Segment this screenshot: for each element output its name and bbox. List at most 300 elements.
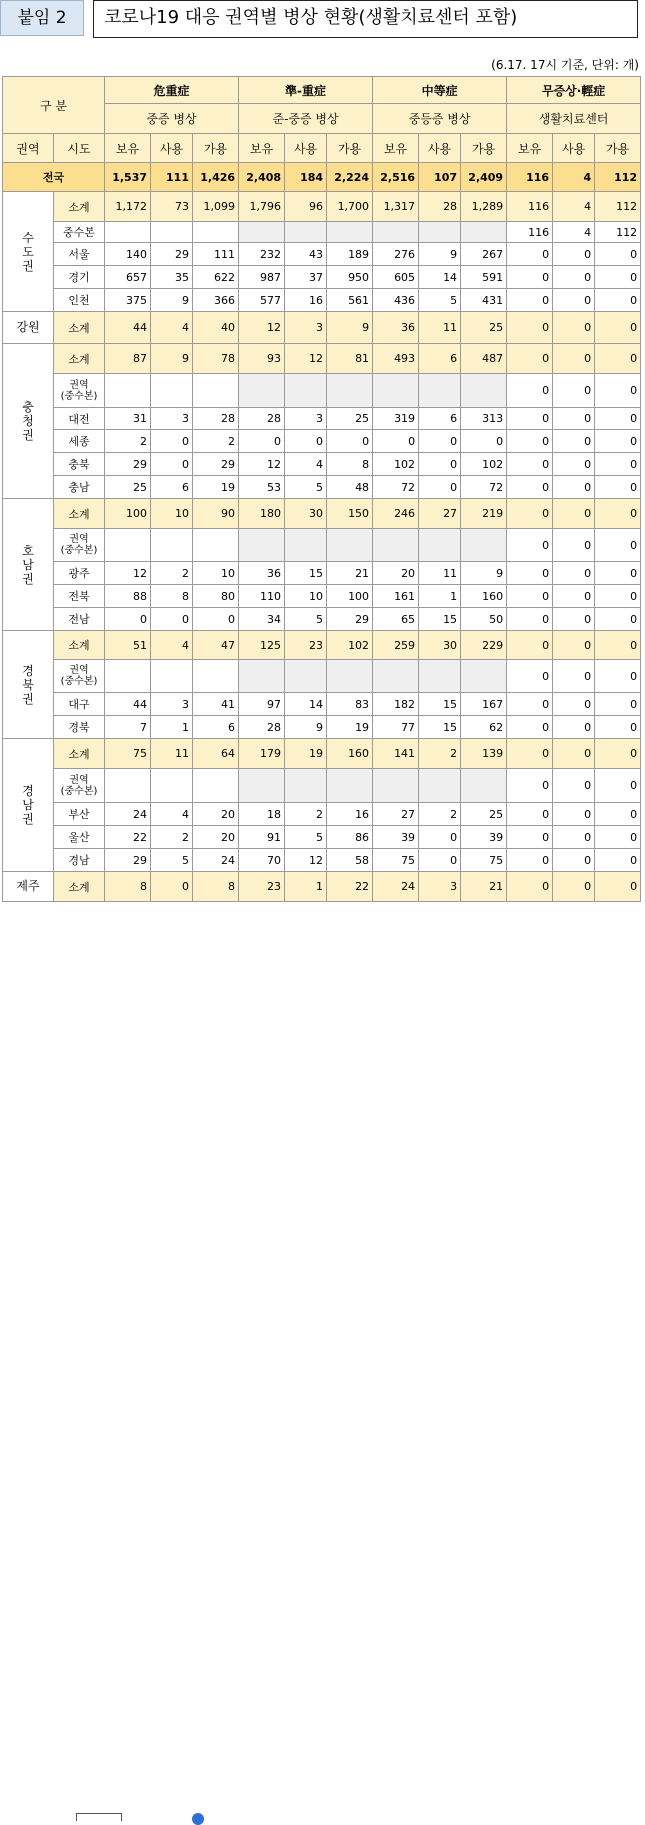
value-cell: 102 <box>461 453 507 476</box>
table-row <box>3 222 641 243</box>
sido-label: 충남 <box>54 476 105 499</box>
table-row <box>3 826 641 849</box>
value-cell: 100 <box>105 499 151 529</box>
value-cell: 12 <box>285 849 327 872</box>
value-cell: 6 <box>419 408 461 430</box>
value-cell: 81 <box>327 344 373 374</box>
value-cell: 35 <box>151 266 193 289</box>
sido-label: 대전 <box>54 408 105 430</box>
group-top-4: 무증상·輕症 <box>507 77 641 104</box>
value-cell: 0 <box>327 430 373 453</box>
value-cell: 0 <box>595 849 641 872</box>
value-cell: 112 <box>595 192 641 222</box>
value-cell: 0 <box>595 344 641 374</box>
value-cell: 4 <box>151 312 193 344</box>
value-cell: 24 <box>193 849 239 872</box>
value-cell: 0 <box>595 562 641 585</box>
sido-label: 경남 <box>54 849 105 872</box>
sido-label: 소계 <box>54 872 105 902</box>
sido-label: 부산 <box>54 803 105 826</box>
value-cell: 0 <box>507 660 553 693</box>
region-name: 강원 <box>3 312 54 344</box>
value-cell: 111 <box>151 163 193 192</box>
value-cell: 7 <box>105 716 151 739</box>
value-cell: 73 <box>151 192 193 222</box>
value-cell: 0 <box>595 243 641 266</box>
value-cell: 0 <box>507 849 553 872</box>
table-row <box>3 803 641 826</box>
value-cell: 0 <box>419 849 461 872</box>
sido-label: 인천 <box>54 289 105 312</box>
value-cell: 88 <box>105 585 151 608</box>
value-cell <box>285 769 327 803</box>
sido-label: 경기 <box>54 266 105 289</box>
value-cell <box>419 529 461 562</box>
value-cell: 96 <box>285 192 327 222</box>
value-cell: 0 <box>507 739 553 769</box>
value-cell: 0 <box>419 826 461 849</box>
value-cell: 30 <box>285 499 327 529</box>
value-cell: 4 <box>151 803 193 826</box>
value-cell: 0 <box>553 826 595 849</box>
value-cell: 2,516 <box>373 163 419 192</box>
value-cell: 14 <box>419 266 461 289</box>
value-cell: 9 <box>285 716 327 739</box>
value-cell: 1,537 <box>105 163 151 192</box>
group-top-2: 準-重症 <box>239 77 373 104</box>
value-cell: 591 <box>461 266 507 289</box>
value-cell: 375 <box>105 289 151 312</box>
value-cell: 366 <box>193 289 239 312</box>
value-cell: 0 <box>507 716 553 739</box>
value-cell: 0 <box>595 408 641 430</box>
table-row <box>3 453 641 476</box>
table-row <box>3 529 641 562</box>
value-cell: 8 <box>193 872 239 902</box>
value-cell: 28 <box>193 408 239 430</box>
value-cell: 8 <box>327 453 373 476</box>
value-cell: 112 <box>595 222 641 243</box>
sido-label: 경북 <box>54 716 105 739</box>
sido-label: 중수본 <box>54 222 105 243</box>
value-cell: 12 <box>105 562 151 585</box>
value-cell: 14 <box>285 693 327 716</box>
value-cell: 2,409 <box>461 163 507 192</box>
value-cell: 2,224 <box>327 163 373 192</box>
value-cell: 48 <box>327 476 373 499</box>
value-cell: 0 <box>507 453 553 476</box>
sub-header: 가용 <box>595 134 641 163</box>
sido-label: 소계 <box>54 344 105 374</box>
value-cell: 0 <box>553 803 595 826</box>
value-cell: 0 <box>595 266 641 289</box>
value-cell: 0 <box>553 585 595 608</box>
value-cell: 605 <box>373 266 419 289</box>
value-cell: 246 <box>373 499 419 529</box>
value-cell: 3 <box>285 408 327 430</box>
sido-label: 광주 <box>54 562 105 585</box>
value-cell: 19 <box>193 476 239 499</box>
value-cell: 28 <box>419 192 461 222</box>
sheet-tab[interactable] <box>76 1813 122 1821</box>
reference-note: (6.17. 17시 기준, 단위: 개) <box>491 58 639 72</box>
national-row <box>3 163 641 192</box>
value-cell: 0 <box>419 430 461 453</box>
sido-label: 권역 (중수본) <box>54 529 105 562</box>
value-cell: 1,289 <box>461 192 507 222</box>
value-cell: 167 <box>461 693 507 716</box>
sido-label: 울산 <box>54 826 105 849</box>
value-cell: 0 <box>595 312 641 344</box>
value-cell: 91 <box>239 826 285 849</box>
group-top-3: 中等症 <box>373 77 507 104</box>
value-cell: 20 <box>373 562 419 585</box>
value-cell: 27 <box>373 803 419 826</box>
value-cell <box>327 374 373 408</box>
value-cell: 53 <box>239 476 285 499</box>
value-cell: 15 <box>285 562 327 585</box>
value-cell: 436 <box>373 289 419 312</box>
value-cell: 11 <box>151 739 193 769</box>
value-cell: 622 <box>193 266 239 289</box>
value-cell <box>461 769 507 803</box>
value-cell <box>461 529 507 562</box>
value-cell: 2,408 <box>239 163 285 192</box>
value-cell: 15 <box>419 608 461 631</box>
value-cell: 8 <box>151 585 193 608</box>
value-cell: 21 <box>327 562 373 585</box>
value-cell: 15 <box>419 693 461 716</box>
value-cell <box>151 222 193 243</box>
value-cell: 0 <box>507 803 553 826</box>
value-cell: 0 <box>553 344 595 374</box>
subtotal-row <box>3 344 641 374</box>
national-label: 전국 <box>3 163 105 192</box>
value-cell: 125 <box>239 631 285 660</box>
sido-label: 권역 (중수본) <box>54 769 105 803</box>
value-cell: 4 <box>553 192 595 222</box>
value-cell <box>193 769 239 803</box>
value-cell: 0 <box>239 430 285 453</box>
value-cell: 4 <box>553 222 595 243</box>
group-sub-1: 중증 병상 <box>105 104 239 134</box>
value-cell: 0 <box>595 716 641 739</box>
value-cell: 10 <box>193 562 239 585</box>
value-cell: 493 <box>373 344 419 374</box>
value-cell: 161 <box>373 585 419 608</box>
value-cell: 0 <box>507 374 553 408</box>
value-cell: 9 <box>461 562 507 585</box>
value-cell: 25 <box>327 408 373 430</box>
value-cell <box>105 222 151 243</box>
sido-label: 세종 <box>54 430 105 453</box>
subtotal-row <box>3 739 641 769</box>
value-cell: 36 <box>239 562 285 585</box>
value-cell: 100 <box>327 585 373 608</box>
value-cell: 180 <box>239 499 285 529</box>
sub-header: 보유 <box>239 134 285 163</box>
value-cell: 6 <box>151 476 193 499</box>
value-cell <box>151 529 193 562</box>
value-cell: 27 <box>419 499 461 529</box>
subtotal-row <box>3 631 641 660</box>
value-cell: 0 <box>553 562 595 585</box>
value-cell: 75 <box>105 739 151 769</box>
value-cell: 0 <box>507 344 553 374</box>
table-row <box>3 430 641 453</box>
value-cell: 36 <box>373 312 419 344</box>
value-cell: 1,426 <box>193 163 239 192</box>
value-cell: 0 <box>507 769 553 803</box>
sido-label: 소계 <box>54 631 105 660</box>
value-cell: 0 <box>595 289 641 312</box>
value-cell: 2 <box>419 803 461 826</box>
sido-label: 전남 <box>54 608 105 631</box>
value-cell: 0 <box>553 374 595 408</box>
sido-label: 서울 <box>54 243 105 266</box>
value-cell: 0 <box>553 849 595 872</box>
value-cell: 116 <box>507 163 553 192</box>
region-col-header: 권역 <box>3 134 54 163</box>
value-cell: 4 <box>285 453 327 476</box>
value-cell: 29 <box>105 453 151 476</box>
value-cell: 0 <box>553 289 595 312</box>
value-cell: 0 <box>553 529 595 562</box>
value-cell: 8 <box>105 872 151 902</box>
sido-label: 대구 <box>54 693 105 716</box>
table-row <box>3 769 641 803</box>
value-cell: 10 <box>285 585 327 608</box>
value-cell: 561 <box>327 289 373 312</box>
table-row <box>3 585 641 608</box>
value-cell: 50 <box>461 608 507 631</box>
sido-col-header: 시도 <box>54 134 105 163</box>
value-cell <box>285 660 327 693</box>
value-cell: 62 <box>461 716 507 739</box>
value-cell: 22 <box>105 826 151 849</box>
value-cell: 3 <box>151 408 193 430</box>
value-cell: 5 <box>419 289 461 312</box>
value-cell: 0 <box>553 243 595 266</box>
value-cell: 0 <box>595 660 641 693</box>
sheet-bar <box>0 906 645 914</box>
value-cell: 51 <box>105 631 151 660</box>
value-cell: 0 <box>151 872 193 902</box>
value-cell: 90 <box>193 499 239 529</box>
value-cell: 0 <box>553 608 595 631</box>
value-cell: 30 <box>419 631 461 660</box>
value-cell: 25 <box>461 803 507 826</box>
value-cell <box>419 660 461 693</box>
value-cell <box>461 660 507 693</box>
value-cell: 87 <box>105 344 151 374</box>
value-cell: 0 <box>285 430 327 453</box>
value-cell: 0 <box>595 631 641 660</box>
value-cell: 0 <box>595 585 641 608</box>
value-cell: 0 <box>553 266 595 289</box>
value-cell: 86 <box>327 826 373 849</box>
sub-header: 사용 <box>419 134 461 163</box>
value-cell: 0 <box>373 430 419 453</box>
value-cell: 83 <box>327 693 373 716</box>
value-cell: 0 <box>595 374 641 408</box>
value-cell: 110 <box>239 585 285 608</box>
value-cell: 21 <box>461 872 507 902</box>
value-cell: 0 <box>595 430 641 453</box>
value-cell: 3 <box>285 312 327 344</box>
value-cell: 313 <box>461 408 507 430</box>
value-cell: 950 <box>327 266 373 289</box>
value-cell: 19 <box>285 739 327 769</box>
value-cell: 0 <box>595 453 641 476</box>
value-cell: 75 <box>373 849 419 872</box>
value-cell: 0 <box>507 826 553 849</box>
value-cell: 44 <box>105 312 151 344</box>
value-cell: 9 <box>151 344 193 374</box>
value-cell: 102 <box>373 453 419 476</box>
value-cell: 0 <box>507 499 553 529</box>
value-cell <box>285 529 327 562</box>
sido-label: 권역 (중수본) <box>54 374 105 408</box>
value-cell: 1 <box>285 872 327 902</box>
value-cell: 1,700 <box>327 192 373 222</box>
value-cell: 12 <box>285 344 327 374</box>
value-cell <box>373 374 419 408</box>
value-cell: 116 <box>507 192 553 222</box>
sub-header: 사용 <box>285 134 327 163</box>
value-cell: 39 <box>461 826 507 849</box>
region-name: 제주 <box>3 872 54 902</box>
sub-header: 가용 <box>461 134 507 163</box>
value-cell: 0 <box>553 716 595 739</box>
value-cell: 0 <box>507 631 553 660</box>
value-cell: 1,099 <box>193 192 239 222</box>
value-cell: 72 <box>461 476 507 499</box>
value-cell: 93 <box>239 344 285 374</box>
value-cell: 184 <box>285 163 327 192</box>
value-cell: 25 <box>461 312 507 344</box>
value-cell: 267 <box>461 243 507 266</box>
value-cell: 0 <box>553 660 595 693</box>
subtotal-row <box>3 499 641 529</box>
value-cell <box>105 660 151 693</box>
value-cell <box>327 222 373 243</box>
value-cell: 112 <box>595 163 641 192</box>
sub-header: 보유 <box>105 134 151 163</box>
value-cell: 72 <box>373 476 419 499</box>
value-cell: 0 <box>595 693 641 716</box>
value-cell: 0 <box>507 476 553 499</box>
value-cell: 3 <box>419 872 461 902</box>
value-cell: 0 <box>553 430 595 453</box>
value-cell: 2 <box>151 562 193 585</box>
value-cell: 0 <box>553 312 595 344</box>
sido-label: 소계 <box>54 312 105 344</box>
value-cell: 0 <box>553 693 595 716</box>
value-cell: 1,796 <box>239 192 285 222</box>
value-cell: 23 <box>239 872 285 902</box>
table-row <box>3 693 641 716</box>
value-cell <box>327 769 373 803</box>
appendix-tag: 붙임 2 <box>0 0 84 36</box>
value-cell: 0 <box>553 769 595 803</box>
value-cell: 37 <box>285 266 327 289</box>
value-cell: 29 <box>105 849 151 872</box>
value-cell: 0 <box>553 499 595 529</box>
value-cell: 1 <box>419 585 461 608</box>
value-cell: 11 <box>419 312 461 344</box>
value-cell <box>461 222 507 243</box>
region-name: 충 청 권 <box>3 344 54 499</box>
value-cell: 116 <box>507 222 553 243</box>
value-cell <box>419 222 461 243</box>
value-cell <box>239 769 285 803</box>
value-cell: 25 <box>105 476 151 499</box>
value-cell: 431 <box>461 289 507 312</box>
value-cell: 44 <box>105 693 151 716</box>
value-cell: 40 <box>193 312 239 344</box>
value-cell: 102 <box>327 631 373 660</box>
value-cell: 0 <box>595 529 641 562</box>
group-sub-4: 생활치료센터 <box>507 104 641 134</box>
add-sheet-icon[interactable] <box>192 1813 204 1825</box>
sub-header: 사용 <box>151 134 193 163</box>
value-cell: 43 <box>285 243 327 266</box>
value-cell: 111 <box>193 243 239 266</box>
region-name: 경 북 권 <box>3 631 54 739</box>
value-cell <box>239 660 285 693</box>
value-cell: 80 <box>193 585 239 608</box>
value-cell <box>239 374 285 408</box>
value-cell <box>193 529 239 562</box>
value-cell: 0 <box>553 453 595 476</box>
value-cell: 987 <box>239 266 285 289</box>
value-cell: 487 <box>461 344 507 374</box>
value-cell: 0 <box>105 608 151 631</box>
table-row <box>3 608 641 631</box>
table-row <box>3 289 641 312</box>
value-cell: 31 <box>105 408 151 430</box>
table-row <box>3 660 641 693</box>
value-cell: 0 <box>507 693 553 716</box>
table-row <box>3 849 641 872</box>
sub-header: 보유 <box>507 134 553 163</box>
value-cell <box>105 374 151 408</box>
value-cell <box>285 374 327 408</box>
value-cell: 24 <box>373 872 419 902</box>
value-cell: 22 <box>327 872 373 902</box>
value-cell: 2 <box>105 430 151 453</box>
sido-label: 소계 <box>54 192 105 222</box>
value-cell: 5 <box>285 476 327 499</box>
value-cell: 16 <box>327 803 373 826</box>
group-top-1: 危重症 <box>105 77 239 104</box>
value-cell: 65 <box>373 608 419 631</box>
value-cell: 0 <box>419 453 461 476</box>
value-cell: 1,317 <box>373 192 419 222</box>
gubun-header: 구 분 <box>3 77 105 134</box>
subtotal-row <box>3 872 641 902</box>
value-cell: 0 <box>595 803 641 826</box>
value-cell: 2 <box>193 430 239 453</box>
value-cell <box>373 529 419 562</box>
value-cell: 0 <box>507 289 553 312</box>
value-cell: 107 <box>419 163 461 192</box>
value-cell: 39 <box>373 826 419 849</box>
value-cell: 657 <box>105 266 151 289</box>
value-cell <box>151 374 193 408</box>
value-cell: 0 <box>507 608 553 631</box>
